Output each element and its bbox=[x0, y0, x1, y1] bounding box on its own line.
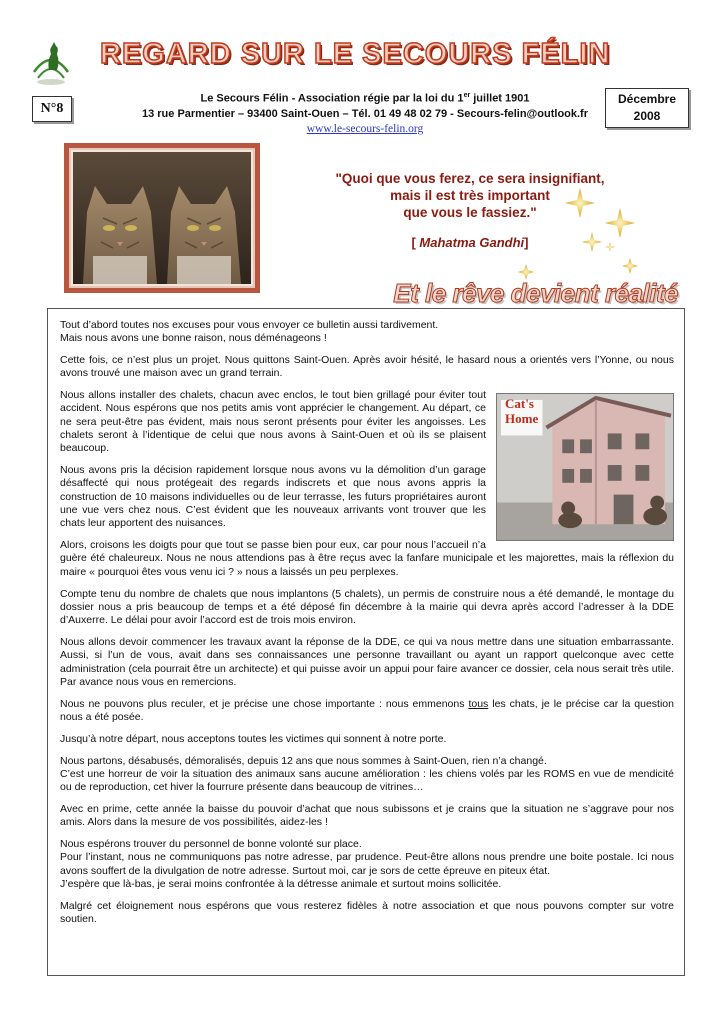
paragraph: Compte tenu du nombre de chalets que nous implantons (5 chalets), un permis de construire nous a été demandé, le montage du dossier nous a pris beaucoup de temps et a été déposé fin décembre à la mairie qui devra après accord l’adresser à la DDE d’Auxerre. Le délai pour avoir l’accord est de trois mois environ. bbox=[60, 587, 674, 627]
issue-date: Décembre 2008 bbox=[605, 88, 689, 128]
paragraph: Alors, croisons les doigts pour que tout se passe bien pour eux, car pour nous l’accueil n’a guère été chaleureux. Nous ne nous attendions pas à être reçus avec la fanfare municipale et les majorettes, mais la réflexion du maire « pourquoi êtes vous venu ici ? » nous a laissés un peu perplexes. bbox=[60, 539, 674, 578]
gandhi-quote: "Quoi que vous ferez, ce sera insignifiant, mais il est très important que vous le fassiez." bbox=[335, 171, 605, 220]
paragraph: Malgré cet éloignement nous espérons que vous resterez fidèles à notre association et que nous pouvons compter sur votre soutien. bbox=[60, 899, 674, 925]
paragraph: Avec en prime, cette année la baisse du pouvoir d’achat que nous subissons et je crains que la situation ne s’aggrave pour nos amis. Alors dans la mesure de vos possibilités, aidez-les ! bbox=[60, 802, 674, 829]
cats-home-photo bbox=[496, 393, 674, 541]
paragraph: Nous espérons trouver du personnel de bonne volonté sur place. Pour l’instant, nous ne communiquons pas notre adresse, par prudence. Peut-être allons nous prendre une boite postale. Ici nous avons souffert de la divulgation de notre adresse. Surtout moi, car je sors de cette épreuve en piteux état. J’espère que là-bas, je serai moins confrontée à la détresse animale et surtout moins sollicitée. bbox=[60, 838, 674, 890]
paragraph: Jusqu’à notre départ, nous acceptons toutes les victimes qui sonnent à notre porte. bbox=[60, 732, 447, 745]
newsletter-title: REGARD SUR LE SECOURS FÉLIN bbox=[100, 38, 611, 70]
cat-logo-icon bbox=[30, 38, 72, 90]
association-line-1: Le Secours Félin - Association régie par la loi du 1er juillet 1901 bbox=[200, 92, 530, 105]
paragraph: Nous allons devoir commencer les travaux avant la réponse de la DDE, ce qui va nous mettre dans une situation embarrassante. Aussi, si l’un de vous, avait dans ses connaissances une personne travaillant ou ayant un rapport quelconque avec cette administration (cela pourrait être un architecte) et qui puisse avoir un appui pour faire avancer ce dossier, cela nous serait très utile. Par avance nous vous en remercions. bbox=[60, 635, 674, 688]
article-body bbox=[47, 308, 685, 976]
issue-number: N°8 bbox=[32, 96, 72, 122]
quote-author: [ Mahatma Gandhi] bbox=[411, 235, 529, 250]
cats-home-label: Cat's Home bbox=[505, 396, 539, 427]
paragraph: Tout d’abord toutes nos excuses pour vous envoyer ce bulletin aussi tardivement. Mais nous avons une bonne raison, nous déménageons ! bbox=[60, 319, 439, 345]
sparkle-stars-icon bbox=[510, 180, 660, 280]
website-link[interactable]: www.le-secours-felin.org bbox=[306, 122, 424, 135]
association-info bbox=[130, 88, 600, 137]
article-headline: Et le rêve devient réalité bbox=[393, 278, 678, 308]
paragraph: Cette fois, ce n’est plus un projet. Nous quittons Saint-Ouen. Après avoir hésité, le hasard nous a orientés vers l’Yonne, ou nous avons trouvé une maison avec un grand terrain. bbox=[60, 354, 674, 380]
paragraph: Nous avons pris la décision rapidement lorsque nous avons vu la démolition d’un garage désaffecté qui nous protégeait des regards indiscrets et que nous avons appris la construction de 10 maisons individuelles ou de leur terrasse, les futurs propriétaires auront une vue vers chez nous. C’est évident que les nouveaux arrivants vont trouver que les chats leur apportent des nuisances. bbox=[60, 464, 486, 530]
paragraph: Nous allons installer des chalets, chacun avec enclos, le tout bien grillagé pour éviter tout accident. Nous espérons que nos petits amis vont apprécier le changement. Au départ, ce ne sera peut-être pas évident, mais nous seront présents pour éviter les angoisses. Les chalets seront à l’identique de celui que nous avons à Saint-Ouen et où ils se plaisent beaucoup. bbox=[60, 389, 486, 455]
association-address: 13 rue Parmentier – 93400 Saint-Ouen – Tél. 01 49 48 02 79 - Secours-felin@outlook.fr bbox=[141, 107, 588, 120]
two-cats-image bbox=[73, 152, 251, 284]
cats-photo bbox=[64, 143, 260, 293]
paragraph: Nous partons, désabusés, démoralisés, depuis 12 ans que nous sommes à Saint-Ouen, rien n’a changé. C’est une horreur de voir la situation des animaux sans aucune amélioration : les chiens volés par les ROMS en vue de mendicité ou de reproduction, cet hiver la fourrure présente dans beaucoup de vitrines… bbox=[60, 754, 674, 794]
paragraph: Nous ne pouvons plus reculer, et je précise une chose importante : nous emmenons tous les chats, je le précise car la question nous a été posée. bbox=[60, 697, 674, 723]
